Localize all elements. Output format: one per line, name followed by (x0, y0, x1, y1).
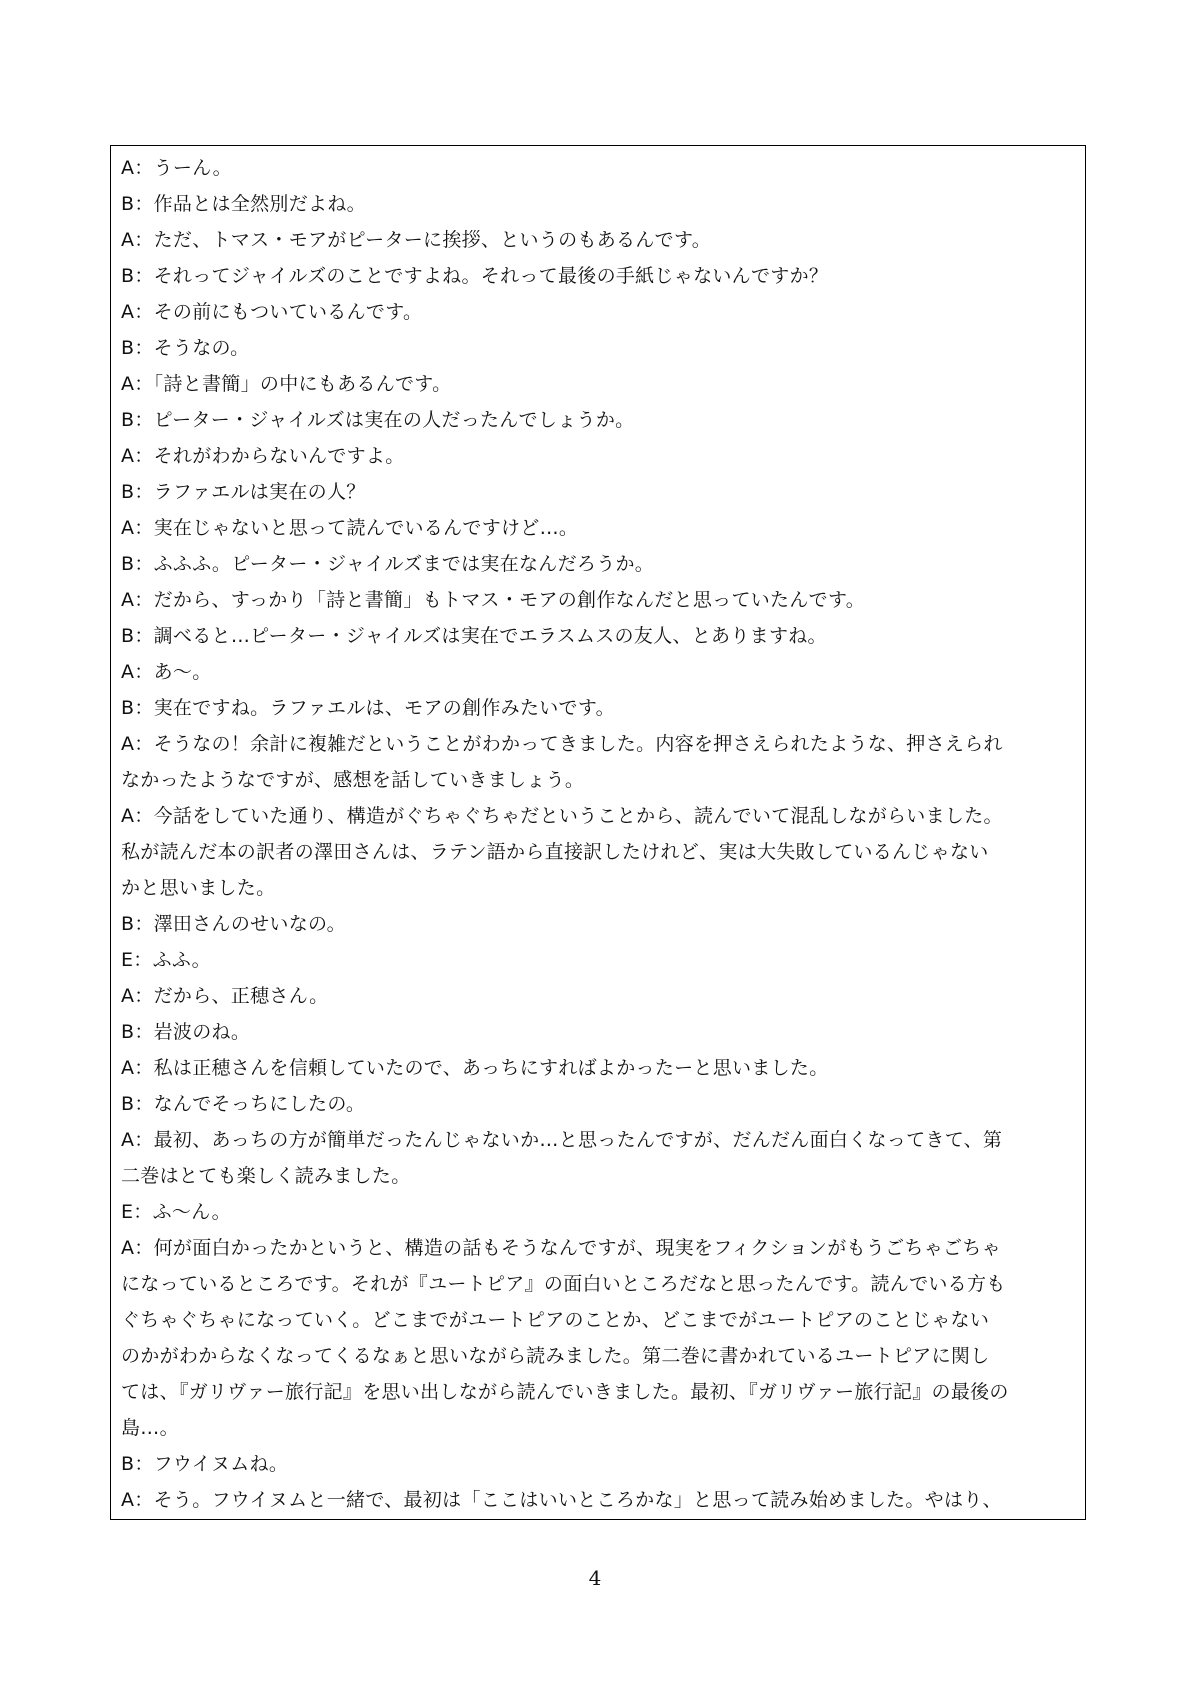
transcript-line: A：うーん。 (121, 157, 232, 179)
transcript-line: かと思いました。 (121, 877, 276, 899)
transcript-line: 島…。 (121, 1417, 179, 1439)
page-number: 4 (588, 1566, 602, 1590)
transcript-line: A：そうなの！余計に複雑だということがわかってきました。内容を押さえられたような、押さえられ (121, 733, 1003, 755)
transcript-line: A：あ〜。 (121, 661, 212, 683)
transcript-line: A：最初、あっちの方が簡単だったんじゃないか…と思ったんですが、だんだん面白くなってきて、第 (121, 1129, 1003, 1151)
transcript-line: E：ふふ。 (121, 949, 211, 971)
transcript-line: のかがわからなくなってくるなぁと思いながら読みました。第二巻に書かれているユートピアに関し (121, 1345, 990, 1367)
transcript-line: E：ふ〜ん。 (121, 1201, 231, 1223)
transcript-line: A：私は正穂さんを信頼していたので、あっちにすればよかったーと思いました。 (121, 1057, 829, 1079)
transcript-box (110, 145, 1086, 1520)
transcript-line: B：調べると…ピーター・ジャイルズは実在でエラスムスの友人、とありますね。 (121, 625, 827, 647)
transcript-line: A：何が面白かったかというと、構造の話もそうなんですが、現実をフィクションがもうごちゃごちゃ (121, 1237, 1001, 1259)
transcript-line: B：フウイヌムね。 (121, 1453, 289, 1475)
transcript-line: B：なんでそっちにしたの。 (121, 1093, 366, 1115)
transcript-line: A：だから、すっかり「詩と書簡」もトマス・モアの創作なんだと思っていたんです。 (121, 589, 866, 611)
transcript-line: A：その前にもついているんです。 (121, 301, 423, 323)
transcript-line: A：そう。フウイヌムと一緒で、最初は「ここはいいところかな」と思って読み始めました。やはり、 (121, 1489, 1002, 1511)
transcript-line: B：澤田さんのせいなの。 (121, 913, 346, 935)
transcript-line: ては、『ガリヴァー旅行記』を思い出しながら読んでいきました。最初、『ガリヴァー旅行記』の最後の (121, 1381, 1009, 1403)
transcript-line: B：それってジャイルズのことですよね。それって最後の手紙じゃないんですか？ (121, 265, 829, 287)
transcript-line: A：今話をしていた通り、構造がぐちゃぐちゃだということから、読んでいて混乱しながらいました。 (121, 805, 1003, 827)
transcript-line: ぐちゃぐちゃになっていく。どこまでがユートピアのことか、どこまでがユートピアのことじゃない (121, 1309, 990, 1331)
transcript-line: A：だから、正穂さん。 (121, 985, 329, 1007)
transcript-line: B：ピーター・ジャイルズは実在の人だったんでしょうか。 (121, 409, 635, 431)
transcript-line: なかったようなですが、感想を話していきましょう。 (121, 769, 585, 791)
transcript-line: B：ふふふ。ピーター・ジャイルズまでは実在なんだろうか。 (121, 553, 655, 575)
transcript-line: B：ラファエルは実在の人？ (121, 481, 366, 503)
transcript-line: B：実在ですね。ラファエルは、モアの創作みたいです。 (121, 697, 615, 719)
transcript-line: 私が読んだ本の訳者の澤田さんは、ラテン語から直接訳したけれど、実は大失敗しているんじゃない (121, 841, 989, 863)
transcript-line: B：そうなの。 (121, 337, 250, 359)
transcript-line: A：ただ、トマス・モアがピーターに挨拶、というのもあるんです。 (121, 229, 712, 251)
transcript-line: B：岩波のね。 (121, 1021, 251, 1043)
transcript-line: A：実在じゃないと思って読んでいるんですけど…。 (121, 517, 579, 539)
transcript-line: になっているところです。それが『ユートピア』の面白いところだなと思ったんです。読んでいる方も (121, 1273, 1006, 1295)
transcript-line: B：作品とは全然別だよね。 (121, 193, 366, 215)
transcript-line: 二巻はとても楽しく読みました。 (121, 1165, 411, 1187)
transcript-line: A：「詩と書簡」の中にもあるんです。 (121, 373, 452, 395)
transcript-line: A：それがわからないんですよ。 (121, 445, 405, 467)
